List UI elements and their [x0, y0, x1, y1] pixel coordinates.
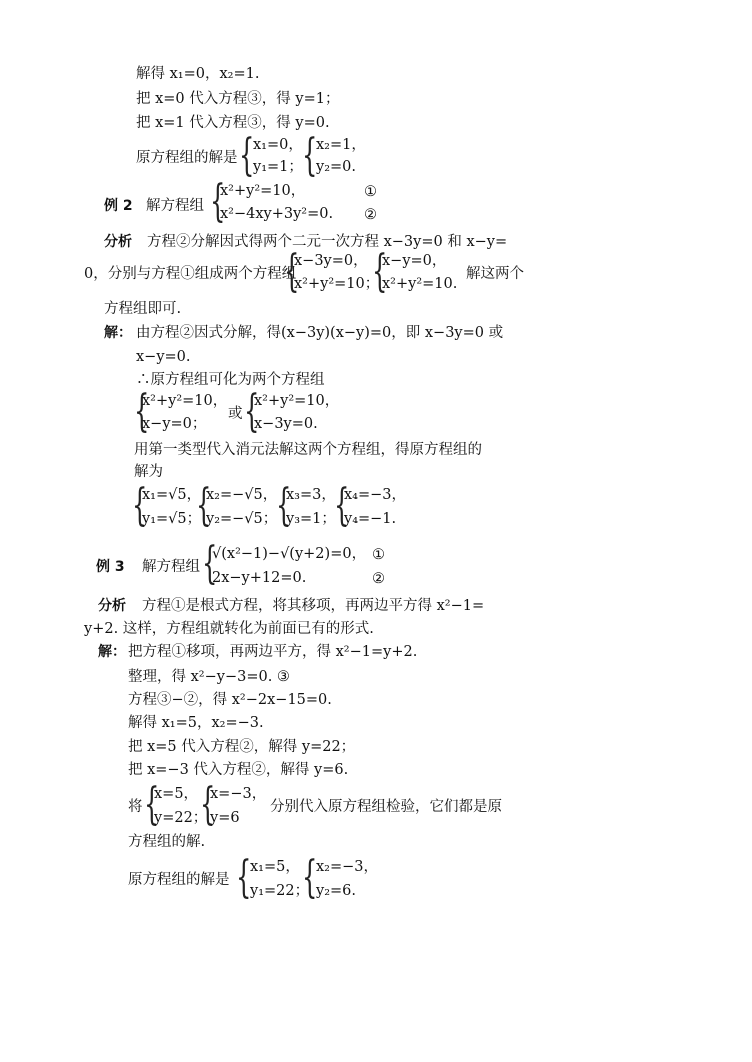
solution-2-line7-prefix: 将 — [128, 799, 143, 815]
marker-ex3-2: ② — [372, 571, 385, 587]
system-root-2: { x₂=−√5， y₂=−√5； — [196, 480, 278, 531]
system-final-1: { x₁=5， y₁=22； — [236, 852, 310, 903]
solution-1-line6: 解为 — [134, 464, 163, 480]
system-root-3: { x₃=3， y₃=1； — [276, 480, 336, 531]
system-check-1: { x=5， y=22； — [144, 779, 208, 830]
system-analysis-1a: { x−3y=0， x²+y²=10； — [284, 246, 380, 297]
solution-2-line2: 整理，得 x²−y−3=0. ③ — [128, 669, 290, 685]
marker-2: ② — [364, 207, 377, 223]
system-root-1: { x₁=√5， y₁=√5； — [132, 480, 202, 531]
solution-1-label: 解： — [104, 325, 132, 341]
marker-ex3-1: ① — [372, 547, 385, 563]
analysis-2-line1: 方程①是根式方程，将其移项，再两边平方得 x²−1= — [142, 598, 485, 614]
system-solution-1a: { x²+y²=10， x−y=0； — [134, 386, 228, 437]
analysis-2-line2: y+2. 这样，方程组就转化为前面已有的形式. — [84, 621, 374, 637]
example-3-label: 例 3 — [96, 559, 125, 575]
marker-1: ① — [364, 184, 377, 200]
system-example-3: { √(x²−1)−√(y+2)=0， 2x−y+12=0. — [202, 538, 367, 589]
example-2-label: 例 2 — [104, 198, 133, 214]
solution-2-final-prefix: 原方程组的解是 — [128, 872, 230, 888]
example-2-text: 解方程组 — [146, 198, 204, 214]
solution-2-line7-suffix: 分别代入原方程组检验，它们都是原 — [270, 799, 502, 815]
system-example-2: { x²+y²=10， x²−4xy+3y²=0. — [210, 176, 334, 227]
analysis-1-line2-suffix: 解这两个 — [466, 266, 524, 282]
line-substitute-x1: 把 x=1 代入方程③，得 y=0. — [136, 115, 330, 131]
system-a1: { x₁=0， y₁=1； — [239, 130, 303, 181]
analysis-2-label: 分析 — [98, 598, 126, 614]
solution-1-line3: ∴原方程组可化为两个方程组 — [136, 372, 325, 388]
analysis-1-label: 分析 — [104, 234, 132, 250]
example-3-text: 解方程组 — [142, 559, 200, 575]
system-analysis-1b: { x−y=0， x²+y²=10. — [372, 246, 458, 297]
solution-2-line5: 把 x=5 代入方程②，解得 y=22； — [128, 739, 356, 755]
system-final-2: { x₂=−3， y₂=6. — [302, 852, 379, 903]
line-substitute-x0: 把 x=0 代入方程③，得 y=1； — [136, 91, 340, 107]
solution-1-line1: 由方程②因式分解，得(x−3y)(x−y)=0，即 x−3y=0 或 — [136, 325, 504, 341]
solution-2-line8: 方程组的解. — [128, 834, 206, 850]
solution-1-or: 或 — [228, 406, 243, 422]
solution-1-line5: 用第一类型代入消元法解这两个方程组，得原方程组的 — [134, 442, 482, 458]
system-check-2: { x=−3， y=6 — [200, 779, 267, 830]
solution-1-line2: x−y=0. — [136, 349, 191, 365]
solution-2-line4: 解得 x₁=5，x₂=−3. — [128, 715, 264, 731]
analysis-1-line3: 方程组即可. — [104, 301, 182, 317]
analysis-1-line2: 0，分别与方程①组成两个方程组 — [84, 266, 297, 282]
solution-2-label: 解： — [98, 644, 126, 660]
analysis-1-line1: 方程②分解因式得两个二元一次方程 x−3y=0 和 x−y= — [147, 234, 508, 250]
system-solution-1b: { x²+y²=10， x−3y=0. — [244, 386, 340, 437]
system-root-4: { x₄=−3， y₄=−1. — [334, 480, 407, 531]
solution-2-line3: 方程③−②，得 x²−2x−15=0. — [128, 692, 332, 708]
line-solution-prefix: 原方程组的解是 — [136, 150, 238, 166]
system-a2: { x₂=1， y₂=0. — [302, 130, 366, 181]
solution-2-line6: 把 x=−3 代入方程②，解得 y=6. — [128, 762, 349, 778]
solution-2-line1: 把方程①移项，再两边平方，得 x²−1=y+2. — [128, 644, 418, 660]
line-solve-result: 解得 x₁=0，x₂=1. — [136, 66, 260, 82]
